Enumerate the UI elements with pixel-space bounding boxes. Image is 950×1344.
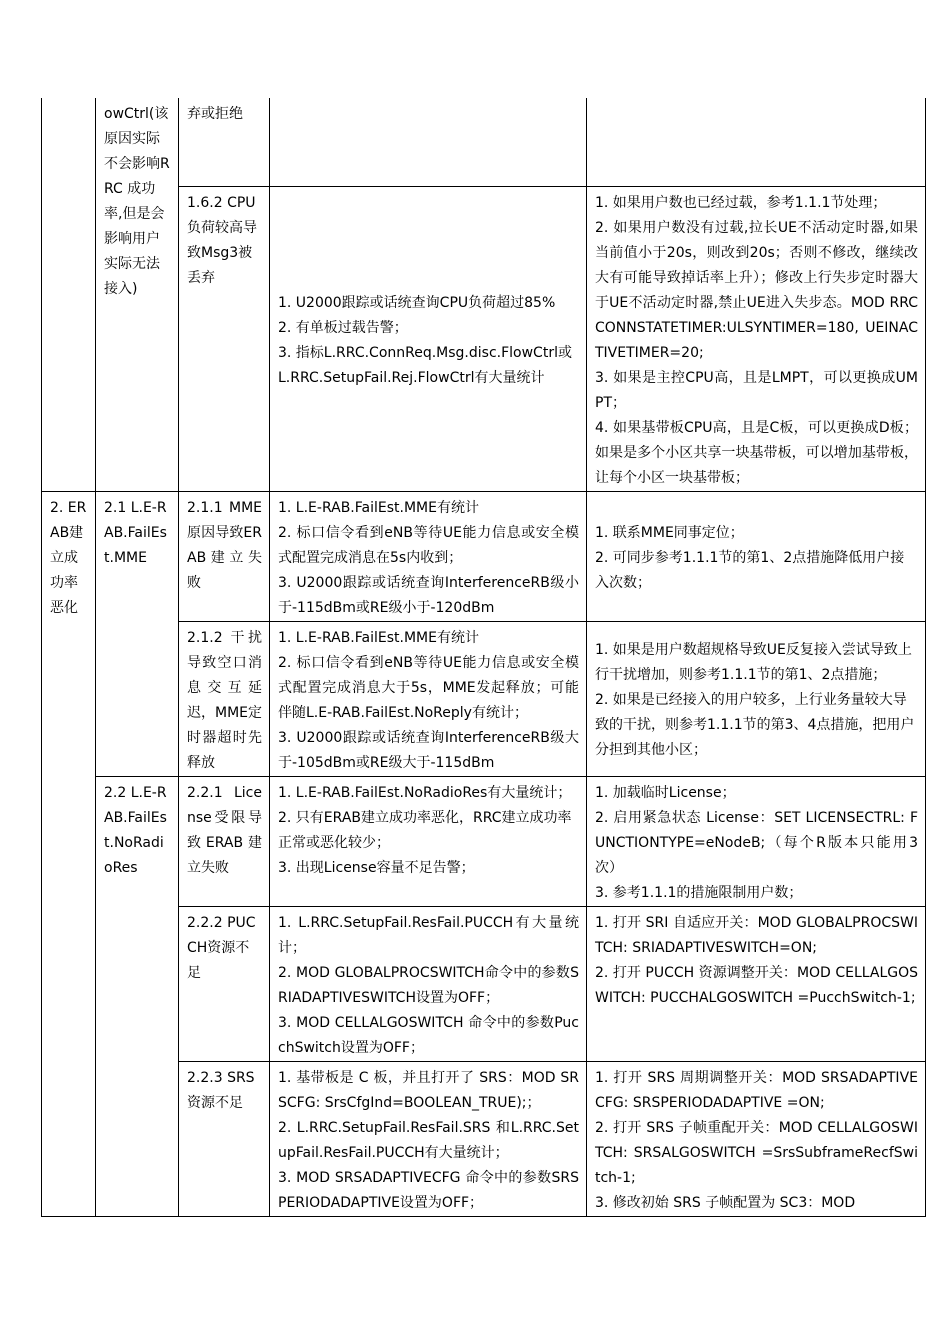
cell-indicator: 2.1 L.E-RAB.FailEst.MME (96, 491, 179, 776)
cell-cause: 1.6.2 CPU负荷较高导致Msg3被丢弃 (179, 186, 270, 491)
cell-symptom (270, 98, 587, 186)
cell-symptom: 1. 基带板是 C 板，并且打开了 SRS：MOD SRSCFG: SrsCfgInd=BOOLEAN_TRUE);； 2. L.RRC.SetupFail.ResFail.SRS 和L.RRC.SetupFail.ResFail.PUCCH有大量统计； 3. MOD SRSADAPTIVECFG 命令中的参数SRSPERIODADAPTIVE设置为OFF； (270, 1061, 587, 1216)
cell-indicator: owCtrl(该原因实际不会影响RRC 成功率,但是会影响用户实际无法接入) (96, 98, 179, 491)
cell-symptom: 1. L.E-RAB.FailEst.NoRadioRes有大量统计； 2. 只有ERAB建立成功率恶化，RRC建立成功率正常或恶化较少； 3. 出现License容量不足告警； (270, 776, 587, 906)
cell-solution: 1. 打开 SRS 周期调整开关：MOD SRSADAPTIVECFG: SRSPERIODADAPTIVE =ON; 2. 打开 SRS 子帧重配开关：MOD CELLALGOSWITCH: SRSALGOSWITCH =SrsSubframeRecfSwitch-1; 3. 修改初始 SRS 子帧配置为 SC3：MOD (587, 1061, 926, 1216)
cell-solution: 1. 打开 SRI 自适应开关：MOD GLOBALPROCSWITCH: SRIADAPTIVESWITCH=ON; 2. 打开 PUCCH 资源调整开关：MOD CELLALGOSWITCH: PUCCHALGOSWITCH =PucchSwitch-1; (587, 906, 926, 1061)
cell-category (42, 98, 96, 491)
cell-symptom: 1. U2000跟踪或话统查询CPU负荷超过85% 2. 有单板过载告警； 3. 指标L.RRC.ConnReq.Msg.disc.FlowCtrl或L.RRC.SetupFail.Rej.FlowCtrl有大量统计 (270, 186, 587, 491)
cell-symptom: 1. L.E-RAB.FailEst.MME有统计 2. 标口信令看到eNB等待UE能力信息或安全模式配置完成消息大于5s，MME发起释放；可能伴随L.E-RAB.FailEst.NoReply有统计； 3. U2000跟踪或话统查询InterferenceRB级大于-105dBm或RE级大于-115dBm (270, 621, 587, 776)
cell-solution: 1. 加载临时License； 2. 启用紧急状态 License：SET LICENSECTRL: FUNCTIONTYPE=eNodeB;（每个R版本只能用3次） 3. 参考1.1.1的措施限制用户数； (587, 776, 926, 906)
cell-solution: 1. 如果是用户数超规格导致UE反复接入尝试导致上行干扰增加，则参考1.1.1节的第1、2点措施； 2. 如果是已经接入的用户较多，上行业务量较大导致的干扰，则参考1.1.1节的第3、4点措施，把用户分担到其他小区； (587, 621, 926, 776)
cell-cause: 2.1.1 MME原因导致ERAB建立失败 (179, 491, 270, 621)
cell-symptom: 1. L.RRC.SetupFail.ResFail.PUCCH有大量统计； 2. MOD GLOBALPROCSWITCH命令中的参数SRIADAPTIVESWITCH设置为OFF； 3. MOD CELLALGOSWITCH 命令中的参数PucchSwitch设置为OFF； (270, 906, 587, 1061)
cell-cause: 2.2.2 PUCCH资源不足 (179, 906, 270, 1061)
table-row (42, 491, 926, 621)
cell-cause: 弃或拒绝 (179, 98, 270, 186)
cell-solution: 1. 联系MME同事定位； 2. 可同步参考1.1.1节的第1、2点措施降低用户接入次数； (587, 491, 926, 621)
table-row (42, 98, 926, 186)
cell-indicator: 2.2 L.E-RAB.FailEst.NoRadioRes (96, 776, 179, 1216)
cell-solution: 1. 如果用户数也已经过载，参考1.1.1节处理； 2. 如果用户数没有过载,拉长UE不活动定时器,如果当前值小于20s，则改到20s；否则不修改，继续改大有可能导致掉话率上升）；修改上行失步定时器大于UE不活动定时器,禁止UE进入失步态。MOD RRCCONNSTATETIMER:ULSYNTIMER=180, UEINACTIVETIMER=20; 3. 如果是主控CPU高，且是LMPT，可以更换成UMPT； 4. 如果基带板CPU高，且是C板，可以更换成D板；如果是多个小区共享一块基带板，可以增加基带板，让每个小区一块基带板； (587, 186, 926, 491)
cell-cause: 2.2.3 SRS资源不足 (179, 1061, 270, 1216)
cell-symptom: 1. L.E-RAB.FailEst.MME有统计 2. 标口信令看到eNB等待UE能力信息或安全模式配置完成消息在5s内收到； 3. U2000跟踪或话统查询InterferenceRB级小于-115dBm或RE级小于-120dBm (270, 491, 587, 621)
cell-cause: 2.2.1 License受限导致ERAB建立失败 (179, 776, 270, 906)
table-row (42, 776, 926, 906)
cell-solution (587, 98, 926, 186)
cell-category: 2. ERAB建立成功率恶化 (42, 491, 96, 1216)
cell-cause: 2.1.2 干扰导致空口消息交互延迟，MME定时器超时先释放 (179, 621, 270, 776)
fault-analysis-table (41, 98, 926, 1217)
